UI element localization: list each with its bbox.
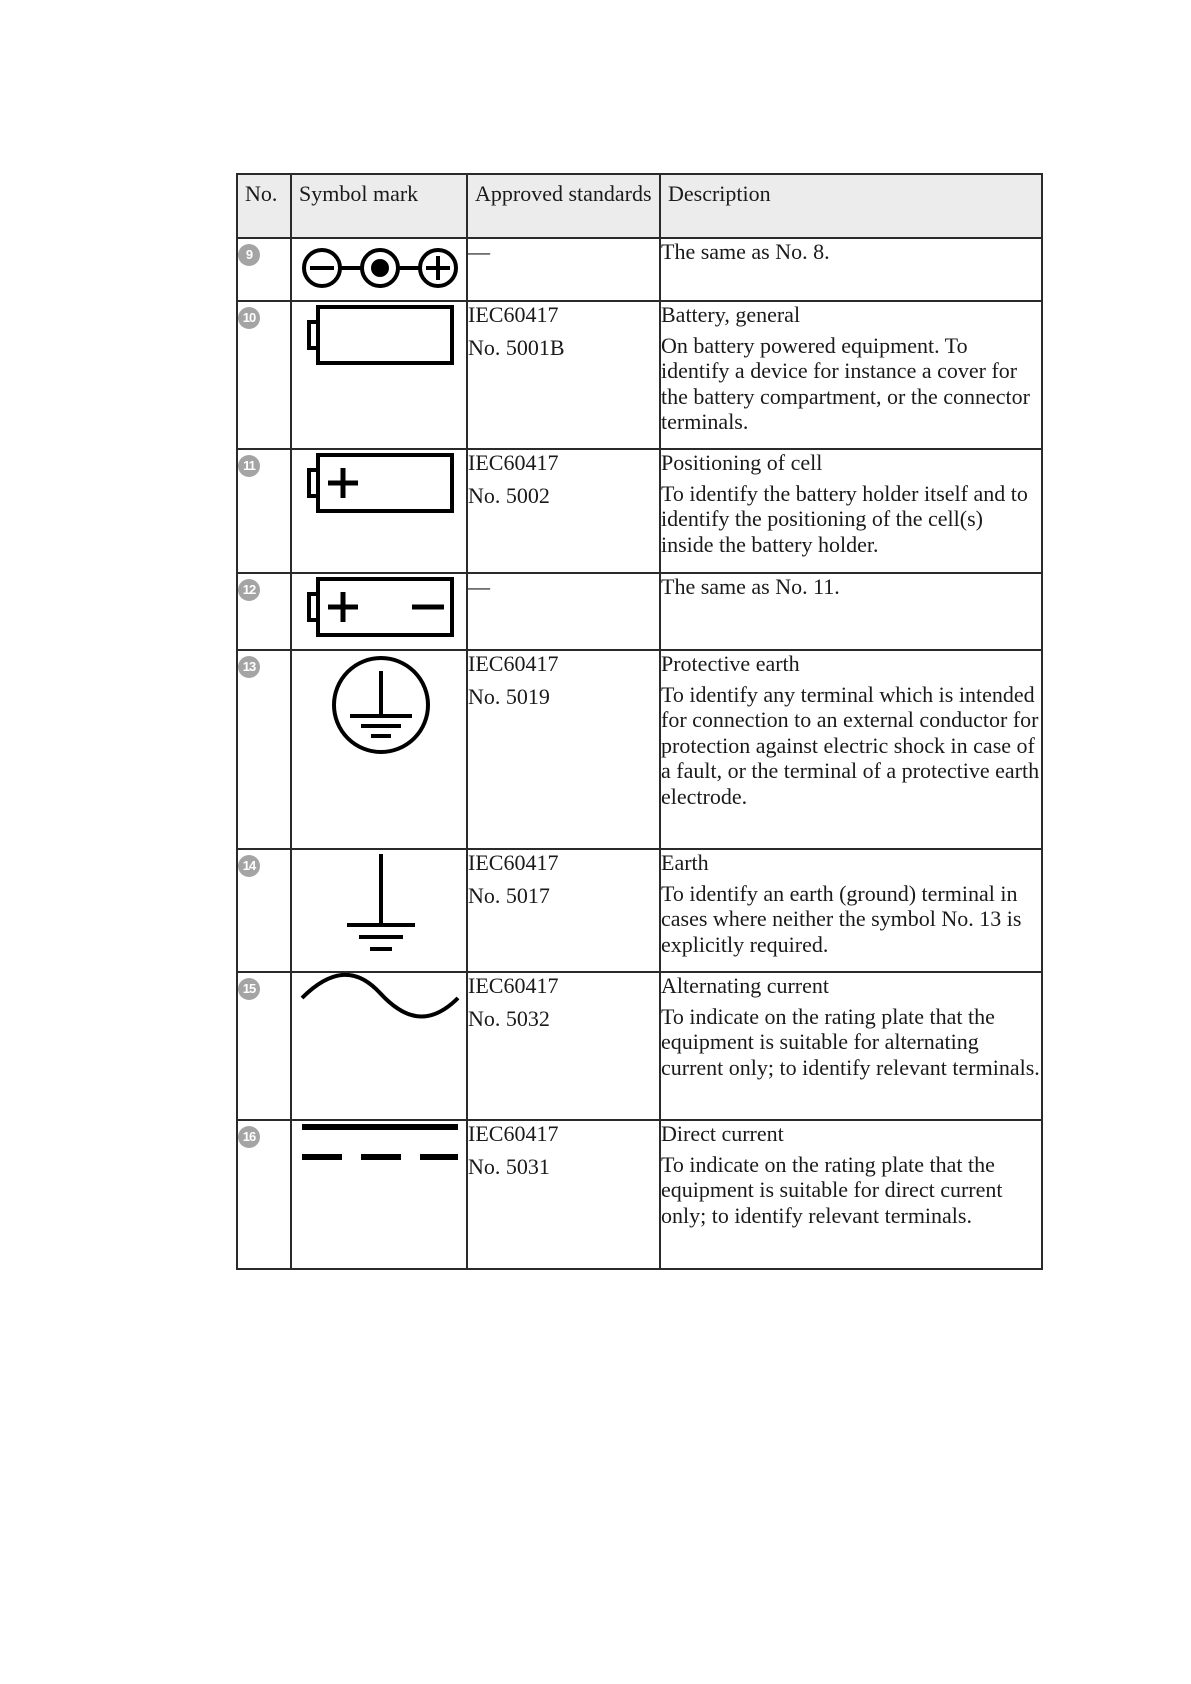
- description-text: On battery powered equipment. To identify a device for instance a cover for the battery compartment, or the connector terminals.: [661, 332, 1030, 434]
- table-row: [237, 238, 1042, 301]
- standard-code: IEC60417: [468, 302, 559, 327]
- description-title: Earth: [661, 850, 709, 875]
- description-title: Direct current: [661, 1121, 784, 1146]
- battery-general-icon: [292, 302, 468, 382]
- row-number-badge: 13: [238, 656, 260, 678]
- description-title: The same as No. 8.: [661, 239, 830, 264]
- table-row: [237, 1120, 1042, 1269]
- dc-polarity-icon: [292, 239, 468, 299]
- table-row: [237, 449, 1042, 573]
- description-title: Battery, general: [661, 302, 801, 327]
- row-number-badge: 11: [238, 455, 260, 477]
- standard-code: IEC60417: [468, 651, 559, 676]
- standard-code: IEC60417: [468, 850, 559, 875]
- standard-number: No. 5001B: [468, 334, 565, 360]
- standard-number: No. 5002: [468, 482, 550, 508]
- row-number-badge: 9: [238, 244, 260, 266]
- header-symbol-mark: Symbol mark: [291, 174, 467, 238]
- header-approved-standards: Approved standards: [467, 174, 660, 238]
- table-row: [237, 849, 1042, 972]
- row-number-badge: 14: [238, 855, 260, 877]
- description-title: The same as No. 11.: [661, 574, 840, 599]
- description-text: To indicate on the rating plate that the equipment is suitable for direct current only; to identify relevant terminals.: [661, 1151, 1003, 1228]
- battery-cell-position-icon: [292, 450, 468, 520]
- header-no: No.: [237, 174, 291, 238]
- standard-number: No. 5019: [468, 683, 550, 709]
- description-title: Protective earth: [661, 651, 800, 676]
- standard-code: IEC60417: [468, 1121, 559, 1146]
- description-text: To identify an earth (ground) terminal in cases where neither the symbol No. 13 is explicitly required.: [661, 880, 1022, 957]
- description-title: Alternating current: [661, 973, 829, 998]
- standard-number: No. 5031: [468, 1153, 550, 1179]
- protective-earth-icon: [292, 651, 468, 761]
- standard-number: No. 5017: [468, 882, 550, 908]
- row-number-badge: 15: [238, 978, 260, 1000]
- battery-plus-minus-icon: [292, 574, 468, 644]
- description-text: To indicate on the rating plate that the equipment is suitable for alternating current only; to identify relevant terminals.: [661, 1003, 1040, 1080]
- row-number-badge: 16: [238, 1126, 260, 1148]
- standard-code: —: [468, 574, 490, 599]
- table-row: [237, 972, 1042, 1120]
- table-row: [237, 301, 1042, 449]
- row-number-badge: 10: [238, 307, 260, 329]
- standard-code: IEC60417: [468, 973, 559, 998]
- standard-number: No. 5032: [468, 1005, 550, 1031]
- earth-ground-icon: [292, 850, 468, 960]
- table-row: [237, 573, 1042, 650]
- header-row: [237, 174, 1042, 238]
- direct-current-icon: [292, 1121, 468, 1171]
- row-number-badge: 12: [238, 579, 260, 601]
- header-description: Description: [660, 174, 1042, 238]
- description-title: Positioning of cell: [661, 450, 823, 475]
- alternating-current-icon: [292, 973, 468, 1033]
- symbols-table: [236, 173, 1043, 1270]
- standard-code: —: [468, 239, 490, 264]
- standard-code: IEC60417: [468, 450, 559, 475]
- table-row: [237, 650, 1042, 849]
- description-text: To identify any terminal which is intended for connection to an external conductor for protection against electric shock in case of a fault, or the terminal of a protective earth electrode.: [661, 681, 1040, 809]
- description-text: To identify the battery holder itself and to identify the positioning of the cell(s) inside the battery holder.: [661, 480, 1028, 557]
